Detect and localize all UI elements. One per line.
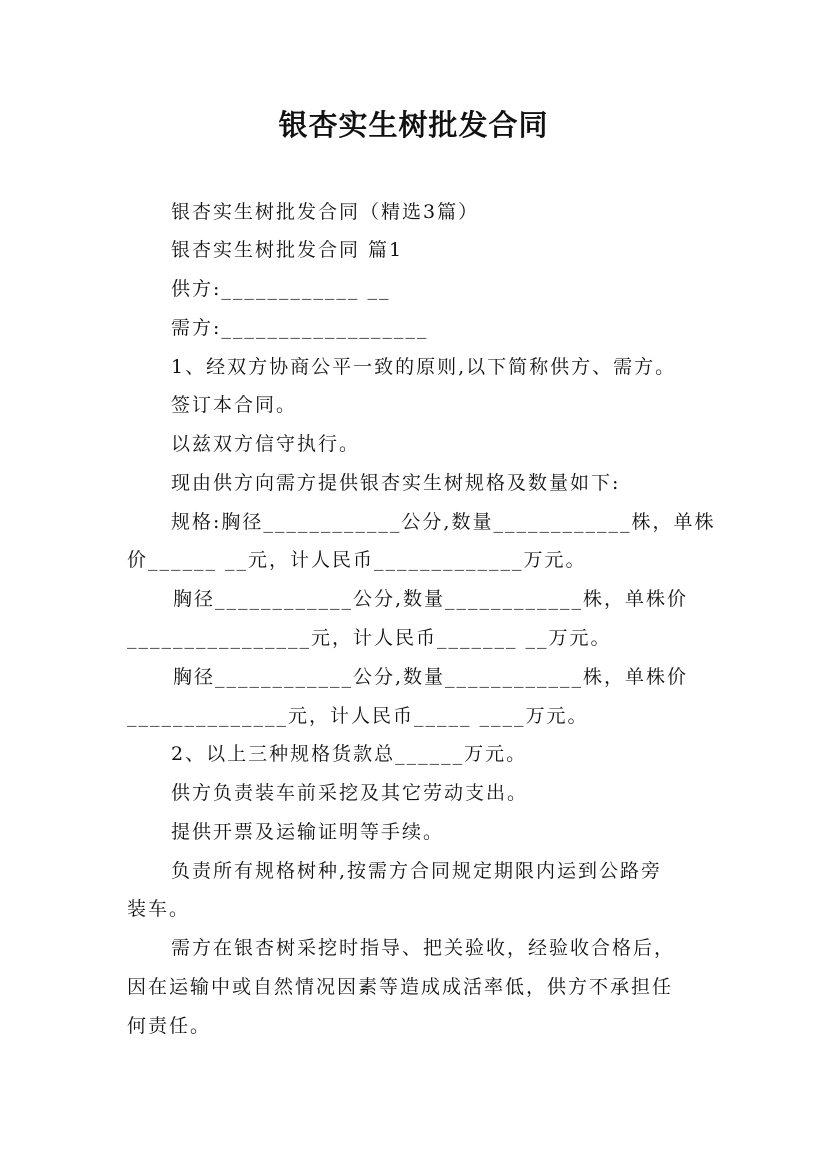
section-heading: 银杏实生树批发合同 篇1 bbox=[171, 239, 404, 261]
body-line: 以兹双方信守执行。 bbox=[171, 433, 361, 455]
clause-1-line: 1、经双方协商公平一致的原则,以下简称供方、需方。 bbox=[171, 356, 677, 378]
body-line: 负责所有规格树种,按需方合同规定期限内运到公路旁 bbox=[171, 860, 663, 882]
body-line: 签订本合同。 bbox=[171, 394, 298, 416]
body-line: 何责任。 bbox=[127, 1015, 212, 1037]
body-line: 因在运输中或自然情况因素等造成成活率低，供方不承担任 bbox=[127, 976, 674, 998]
clause-2-line: 2、以上三种规格货款总______万元。 bbox=[171, 743, 528, 765]
spec-line: ______________元，计人民币_____ ____万元。 bbox=[127, 705, 589, 727]
spec-line: 价______ __元，计人民币_____________万元。 bbox=[127, 549, 587, 571]
body-line: 现由供方向需方提供银杏实生树规格及数量如下: bbox=[171, 472, 621, 494]
body-line: 提供开票及运输证明等手续。 bbox=[171, 821, 445, 843]
spec-line: 胸径____________公分,数量____________株，单株价 bbox=[173, 588, 689, 610]
spec-line: 胸径____________公分,数量____________株，单株价 bbox=[173, 666, 689, 688]
buyer-line: 需方:__________________ bbox=[171, 317, 429, 339]
subtitle-line: 银杏实生树批发合同（精选3篇） bbox=[171, 201, 480, 223]
body-line: 需方在银杏树采挖时指导、把关验收，经验收合格后， bbox=[171, 937, 676, 959]
spec-line: ________________元，计人民币_______ __万元。 bbox=[127, 627, 612, 649]
document-title: 银杏实生树批发合同 bbox=[278, 108, 549, 142]
body-line: 装车。 bbox=[127, 898, 191, 920]
body-line: 供方负责装车前采挖及其它劳动支出。 bbox=[171, 782, 529, 804]
supplier-line: 供方:____________ __ bbox=[171, 278, 391, 300]
spec-line: 规格:胸径____________公分,数量____________株，单株 bbox=[171, 511, 716, 533]
